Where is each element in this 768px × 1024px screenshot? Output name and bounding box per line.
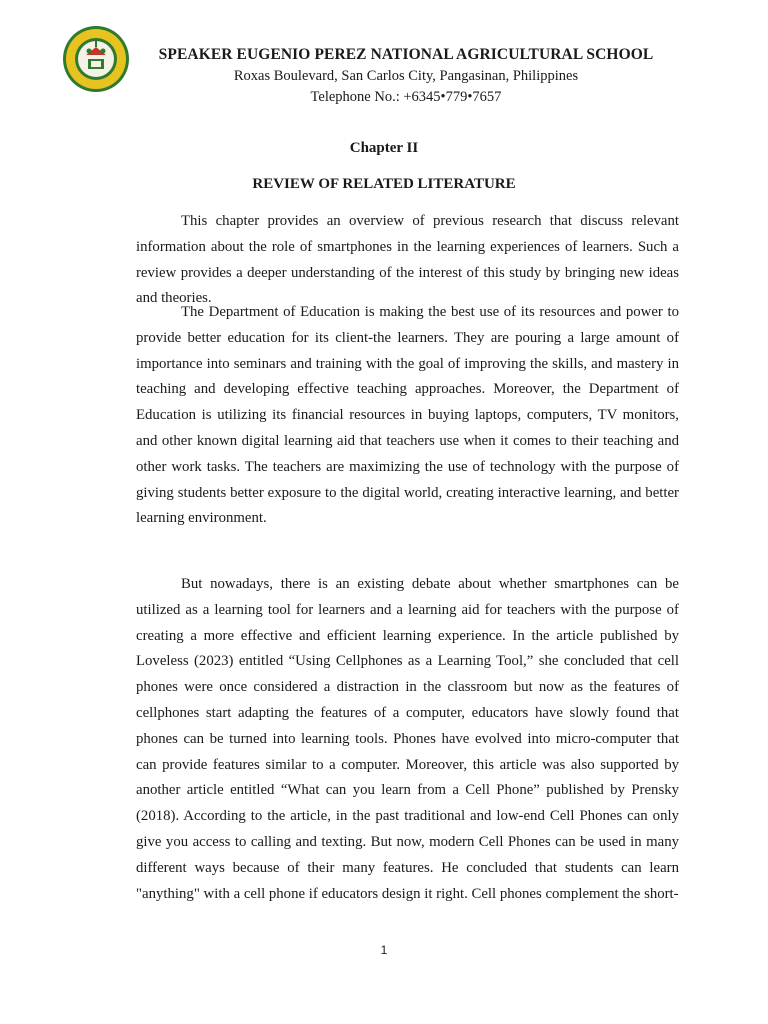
chapter-title: REVIEW OF RELATED LITERATURE [252, 176, 516, 192]
body-paragraph-3 [136, 572, 679, 907]
school-address: Roxas Boulevard, San Carlos City, Pangasinan, Philippines [233, 68, 579, 84]
chapter-number: Chapter II [349, 140, 419, 156]
school-seal-icon [62, 25, 130, 93]
page-number: 1 [380, 943, 388, 957]
paragraph-text: This chapter provides an overview of previous research that discuss relevant information about the role of smartphones in the learning experiences of learners. Such a review provides a deeper understanding of the interest of this study by bringing new ideas and theories. [136, 213, 679, 307]
body-paragraph-2 [136, 300, 679, 532]
school-name: SPEAKER EUGENIO PEREZ NATIONAL AGRICULTURAL SCHOOL [158, 46, 654, 63]
body-paragraph-1 [136, 209, 679, 312]
paragraph-text: The Department of Education is making the best use of its resources and power to provide better education for its client-the learners. They are pouring a large amount of importance into seminars and training with the goal of improving the skills, and mastery in teaching and developing effective teaching approaches. Moreover, the Department of Education is utilizing its financial resources in buying laptops, computers, TV monitors, and other known digital learning aid that teachers use when it comes to their teaching and other work tasks. The teachers are maximizing the use of technology with the purpose of giving students better exposure to the digital world, creating interactive learning, and better learning environment. [136, 304, 679, 527]
paragraph-text: But nowadays, there is an existing debate about whether smartphones can be utilized as a learning tool for learners and a learning aid for teachers with the purpose of creating a more effective and efficient learning experience. In the article published by Loveless (2023) entitled “Using Cellphones as a Learning Tool,” she concluded that cell phones were once considered a distraction in the classroom but now as the features of cellphones start adapting the features of a computer, educators have slowly found that phones can be turned into learning tools. Phones have evolved into micro-computer that can provide features similar to a computer. Moreover, this article was also supported by another article entitled “What can you learn from a Cell Phone” published by Prensky (2018). According to the article, in the past traditional and low-end Cell Phones can only give you access to calling and texting. But now, modern Cell Phones can be used in many different ways because of their many features. He concluded that students can learn "anything" with a cell phone if educators design it right. Cell phones complement the short- [136, 576, 679, 902]
school-telephone: Telephone No.: +6345•779•7657 [310, 89, 502, 105]
